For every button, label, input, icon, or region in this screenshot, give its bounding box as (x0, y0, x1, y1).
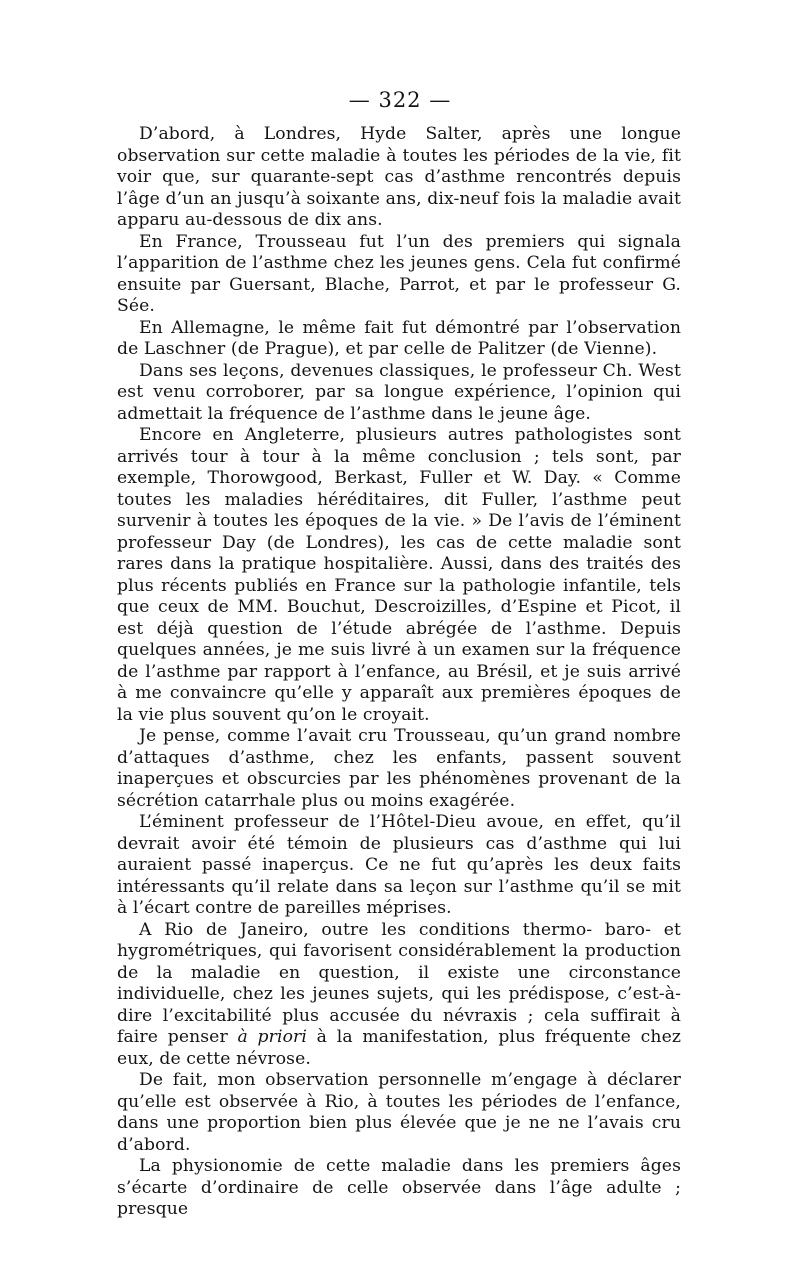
paragraph-salter: D’abord, à Londres, Hyde Salter, après une longue observation sur cette maladie à toutes les périodes de la vie, fit voir que, sur quarante-sept cas d’asthme rencontrés depuis l’âge d’un an jusqu’à soixante ans, dix-neuf fois la maladie avait apparu au-dessous de dix ans. (117, 124, 681, 230)
paragraph-west: Dans ses leçons, devenues classiques, le professeur Ch. West est venu corroborer, par sa longue expérience, l’opinion qui admettait la fréquence de l’asthme dans le jeune âge. (117, 360, 681, 424)
page-number: — 322 — (348, 88, 452, 112)
italic-a-priori: à priori (237, 1027, 307, 1047)
paragraph-observation: De fait, mon observation personnelle m’engage à déclarer qu’elle est observée à Rio, à toutes les périodes de l’enfance, dans une proportion bien plus élevée que je ne ne l’avais cru d’abord. (117, 1070, 681, 1155)
paragraph-rio-conditions: A Rio de Janeiro, outre les conditions thermo- baro- et hygrométriques, qui favorisent considérablement la production de la maladie en question, il existe une circonstance individuelle, chez les jeunes sujets, qui les prédispose, c’est-à-dire l’excitabilité plus accusée du névraxis ; cela suffirait à faire penser à priori à la manifestation, plus fréquente chez eux, de cette névrose. (117, 919, 681, 1069)
body-text (117, 124, 681, 1221)
paragraph-angleterre: Encore en Angleterre, plusieurs autres pathologistes sont arrivés tour à tour à la même conclusion ; tels sont, par exemple, Thorowgood, Berkast, Fuller et W. Day. « Comme toutes les maladies héréditaires, dit Fuller, l’asthme peut survenir à toutes les époques de la vie. » De l’avis de l’éminent professeur Day (de Londres), les cas de cette maladie sont rares dans la pratique hospitalière. Aussi, dans des traités des plus récents publiés en France sur la pathologie infantile, tels que ceux de MM. Bouchut, Descroizilles, d’Espine et Picot, il est déjà question de l’étude abrégée de l’asthme. Depuis quelques années, je me suis livré à un examen sur la fréquence de l’asthme par rapport à l’enfance, au Brésil, et je suis arrivé à me convaincre qu’elle y apparaît aux premières époques de la vie plus souvent qu’on le croyait. (117, 425, 681, 725)
paragraph-france-trousseau: En France, Trousseau fut l’un des premiers qui signala l’apparition de l’asthme chez les jeunes gens. Cela fut confirmé ensuite par Guersant, Blache, Parrot, et par le professeur G. Sée. (117, 231, 681, 316)
paragraph-physionomie: La physionomie de cette maladie dans les premiers âges s’écarte d’ordinaire de celle observée dans l’âge adulte ; presque (117, 1156, 681, 1219)
paragraph-allemagne: En Allemagne, le même fait fut démontré par l’observation de Laschner (de Prague), et par celle de Palitzer (de Vienne). (117, 317, 681, 359)
paragraph-hotel-dieu: L’éminent professeur de l’Hôtel-Dieu avoue, en effet, qu’il devrait avoir été témoin de plusieurs cas d’asthme qui lui auraient passé inaperçus. Ce ne fut qu’après les deux faits intéressants qu’il relate dans sa leçon sur l’asthme qu’il se mit à l’écart contre de pareilles méprises. (117, 812, 681, 918)
paragraph-trousseau-opinion: Je pense, comme l’avait cru Trousseau, qu’un grand nombre d’attaques d’asthme, chez les enfants, passent souvent inaperçues et obscurcies par les phénomènes provenant de la sécrétion catarrhale plus ou moins exagérée. (117, 726, 681, 811)
